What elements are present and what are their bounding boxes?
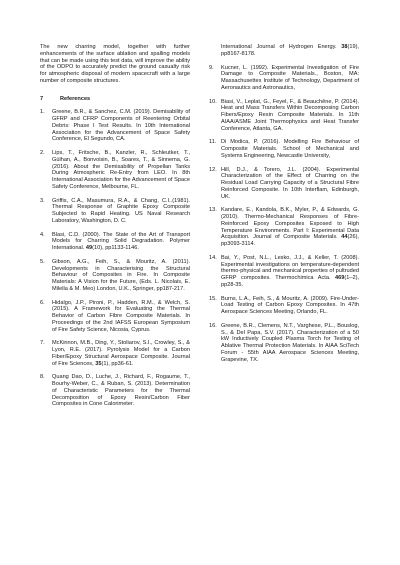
reference-item (40, 198, 190, 225)
reference-text: Gibson, A.G., Feih, S., & Mouritz, A. (2011). Developments in Characterising the Structural Behaviour of Composites in Fire. In Composite Materials: A Vision for the Future, (Eds. L. Nicolais, E. Milella & M. Meo) London, U.K., Springer, pp187-217. (52, 258, 190, 292)
reference-number: 7. (40, 340, 45, 347)
reference-number (209, 44, 221, 58)
reference-item (40, 374, 190, 408)
reference-item (40, 340, 190, 367)
reference-text-pre: Kandare, E., Kandola, B.K., Myler, P., & Edwards, G. (2010). Thermo-Mechanical Responses of Fibre-Reinforced Epoxy Composites Exposed to High Temperature Environments. Part I: Experimental Data Acquisition. Journal of Composite Materials. (221, 207, 359, 241)
reference-number: 4. (40, 231, 45, 238)
reference-text (221, 44, 359, 58)
reference-text: Greene, B.R., Clemens, N.T., Varghese, P.L., Bouslog, S., & Del Papa, S.V. (2017). Characterization of a 50 kW Inductively Coupled Plasma Torch for Testing of Ablative Thermal Protection Materials. In AIAA SciTech Forum - 55th AIAA Aerospace Sciences Meeting, Grapevine, TX. (221, 322, 359, 363)
reference-number: 5. (40, 258, 45, 265)
reference-text-post: (1–2), pp28-35. (221, 275, 359, 288)
reference-text (52, 340, 190, 367)
reference-text (221, 255, 359, 289)
reference-number: 3. (40, 197, 45, 204)
reference-volume: 38 (341, 44, 348, 50)
reference-volume: 469 (335, 275, 345, 281)
reference-text: Kucner, L. (1992). Experimental Investigation of Fire Damage to Composite Materials., Boston, MA: Massachusettes Institute of Technology, Department of Aeronautics and Astronautics, (221, 64, 359, 91)
reference-text-pre: McKinnon, M.B., Ding, Y., Stoliarov, S.I., Crowley, S., & Lyon, R.E. (2017). Pyrolysis Model for a Carbon Fiber/Epoxy Structural Aerospace Composite. Journal of Fire Sciences, (52, 340, 190, 367)
reference-item (40, 259, 190, 293)
right-column (209, 44, 359, 370)
reference-text: Griffis, C.A., Masumura, R.A., & Chang, C.I..(1981). Thermal Response of Graphite Epoxy Composite Subjected to Rapid Heating. US Naval Research Laboratory, Washington, D. C. (52, 197, 190, 224)
section-title: References (60, 95, 91, 102)
reference-number: 9. (209, 64, 214, 71)
reference-text-pre: Blasi, C.D. (2000). The State of the Art of Transport Models for Charring Solid Degradation. Polymer International. (52, 231, 190, 251)
reference-text-post: (1), pp36-61. (101, 360, 134, 367)
reference-text (221, 207, 359, 248)
reference-number: 2. (40, 150, 45, 156)
reference-number: 11. (209, 139, 217, 146)
reference-text: Biasi, V., Leplat, G., Feyel, F., & Beauchêne, P. (2014). Heat and Mass Transfers Within Decomposing Carbon Fibers/Epoxy Resin Composite Materials. In 11th AIAA/ASME Joint Thermophysics and Heat Transfer Conference, Atlanta, GA. (221, 98, 359, 132)
reference-text-pre: International Journal of Hydrogen Energy. (221, 44, 342, 50)
reference-text-post: (10), pp1133-1146. (92, 245, 139, 251)
section-number: 7 (40, 95, 44, 102)
reference-number: 12. (209, 166, 217, 173)
reference-number: 1. (40, 109, 45, 116)
reference-text: Hidalgo, J.P., Pironi, P., Hadden, R.M., & Welch, S. (2015). A Framework for Evaluating the Thermal Behavior of Carbon Fibre Composite Materials. In Proceedings of the 2nd IAFSS European Symposium of Fire Safety Science, Nicosia, Cyprus. (52, 299, 190, 333)
reference-text: Hill, D.J., & Torero, J.L. (2004). Experimental Characterization of the Effect of Charring on the Residual Load Carrying Capacity of a Structural Fibre Reinforced Composite. In 10th Interflam, Edinburgh, UK. (221, 166, 359, 200)
reference-item (209, 139, 359, 159)
reference-item (40, 109, 190, 143)
reference-text: Lips, T., Fritsche, B., Kanzler, R., Schleutker, T., Gülhan, A., Bonvoisin, B., Soares, T., & Sinnema, G. (2016). About the Demisability of Propellan Tanks During Atmospheric Re-Entry from LEO. In 8th International Association for the Advancement of Space Safety Conference, Melbourne, FL. (52, 150, 190, 190)
reference-item (209, 99, 359, 133)
reference-text-pre: Bai, Y., Post, N.L., Lesko, J.J., & Keller, T. (2008). Experimental investigations on temperature-dependent thermo-physical and mechanical properties of pultruded GFRP composites. Thermochimica Acta. (221, 254, 359, 281)
reference-number: 15. (209, 295, 217, 302)
reference-text-post: (26), pp3093-3114. (221, 234, 359, 247)
reference-text: Burns, L.A., Feih, S., & Mouritz, A. (2009). Fire-Under-Load Testing of Carbon Epoxy Composites. In 47th Aerospace Sciences Meeting, Orlando, FL. (221, 295, 359, 315)
reference-number: 8. (40, 374, 45, 381)
reference-item (209, 65, 359, 92)
reference-item (209, 167, 359, 201)
reference-number: 6. (40, 299, 45, 306)
reference-number: 14. (209, 254, 217, 261)
reference-volume: 49 (85, 245, 93, 251)
reference-item (40, 232, 190, 252)
reference-text: Greene, B.R., & Sanchez, C.M. (2019). Demisability of GFRP and CFRP Components of Reentering Orbital Debris: Phase I Test Results. In 10th International Association for the Advancement of Space Safety Conference, El Segundo, CA. (52, 109, 190, 143)
references-list-left (40, 109, 190, 408)
reference-number: 13. (209, 207, 217, 214)
reference-text (52, 232, 190, 252)
reference-item (209, 323, 359, 364)
intro-paragraph: The new charring model, together with further enhancements of the surface ablation and spalling models that can be made using this test data, will improve the ability of the ODPO to accurately predict the ground casualty risk for atmospheric disposal of modern spacecraft with a large number of composite structures. (40, 44, 190, 84)
reference-item (209, 44, 359, 58)
references-heading (40, 96, 190, 103)
reference-item (209, 255, 359, 289)
reference-text: Di Modica, P. (2016). Modelling Fire Behaviour of Composite Materials. School of Mechanical and Systems Engineering, Newcastle University, (221, 139, 359, 159)
reference-number: 10. (209, 98, 217, 105)
reference-volume: 44 (341, 234, 348, 241)
reference-item (40, 150, 190, 191)
reference-number: 16. (209, 322, 217, 329)
references-list-right (209, 44, 359, 363)
reference-item (209, 207, 359, 248)
reference-item (40, 300, 190, 334)
reference-item (209, 296, 359, 316)
reference-text-post: (19), pp8167-8178. (221, 44, 359, 57)
reference-volume: 35 (95, 360, 102, 367)
reference-text: Quang Dao, D., Luche, J., Richard, F., Rogaume, T., Bourhy-Weber, C., & Ruban, S. (2013). Determination of Characteristic Parameters for the Thermal Decomposition of Epoxy Resin/Carbon Fiber Composites in Cone Calorimeter. (52, 374, 190, 408)
left-column (40, 44, 190, 415)
